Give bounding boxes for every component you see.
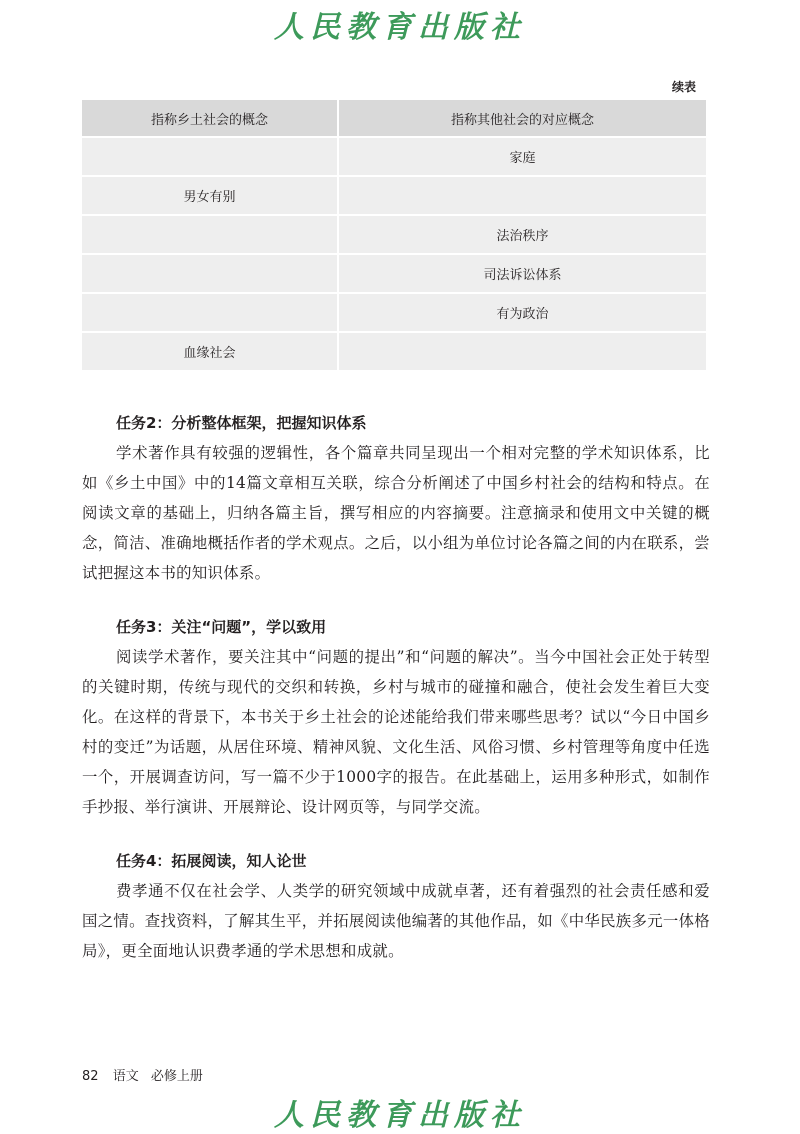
table-cell	[82, 215, 338, 254]
table-row	[82, 293, 707, 332]
task-title: 任务4：拓展阅读，知人论世	[116, 852, 307, 870]
table-cell: 司法诉讼体系	[338, 254, 707, 293]
table-cell: 法治秩序	[338, 215, 707, 254]
concept-table	[82, 100, 708, 372]
table-row	[82, 176, 707, 215]
task-list	[82, 408, 710, 990]
column-header: 指称其他社会的对应概念	[338, 100, 707, 137]
publisher-logo-bottom: 人民教育出版社	[274, 1098, 526, 1133]
column-header: 指称乡土社会的概念	[82, 100, 338, 137]
table-header-row	[82, 100, 707, 137]
book-title: 语文	[112, 1069, 139, 1084]
table-row	[82, 254, 707, 293]
table-cell	[82, 293, 338, 332]
continued-label: 续表	[671, 80, 696, 94]
table-cell	[82, 254, 338, 293]
table-cell: 有为政治	[338, 293, 707, 332]
table-cell: 血缘社会	[82, 332, 338, 371]
task-title: 任务3：关注“问题”，学以致用	[116, 618, 327, 636]
task-section	[82, 612, 710, 822]
table-cell	[338, 332, 707, 371]
task-section	[82, 408, 710, 588]
task-body: 学术著作具有较强的逻辑性，各个篇章共同呈现出一个相对完整的学术知识体系，比如《乡土中国》中的14篇文章相互关联，综合分析阐述了中国乡村社会的结构和特点。在阅读文章的基础上，归纳各篇主旨，撰写相应的内容摘要。注意摘录和使用文中关键的概念，简洁、准确地概括作者的学术观点。之后，以小组为单位讨论各篇之间的内在联系，尝试把握这本书的知识体系。	[82, 444, 710, 582]
table-row	[82, 215, 707, 254]
table-row	[82, 137, 707, 176]
table-cell	[338, 176, 707, 215]
publisher-logo-top: 人民教育出版社	[274, 10, 526, 45]
task-section	[82, 846, 710, 966]
task-title: 任务2：分析整体框架，把握知识体系	[116, 414, 367, 432]
table-row	[82, 332, 707, 371]
page-footer	[82, 1065, 203, 1084]
volume-title: 必修上册	[150, 1069, 203, 1084]
table-cell: 男女有别	[82, 176, 338, 215]
table-cell	[82, 137, 338, 176]
task-body: 阅读学术著作，要关注其中“问题的提出”和“问题的解决”。当今中国社会正处于转型的关键时期，传统与现代的交织和转换，乡村与城市的碰撞和融合，使社会发生着巨大变化。在这样的背景下，本书关于乡土社会的论述能给我们带来哪些思考？试以“今日中国乡村的变迁”为话题，从居住环境、精神风貌、文化生活、风俗习惯、乡村管理等角度中任选一个，开展调查访问，写一篇不少于1000字的报告。在此基础上，运用多种形式，如制作手抄报、举行演讲、开展辩论、设计网页等，与同学交流。	[82, 648, 710, 816]
page-number: 82	[82, 1069, 99, 1084]
task-body: 费孝通不仅在社会学、人类学的研究领域中成就卓著，还有着强烈的社会责任感和爱国之情。查找资料，了解其生平，并拓展阅读他编著的其他作品，如《中华民族多元一体格局》，更全面地认识费孝通的学术思想和成就。	[82, 882, 710, 960]
table-cell: 家庭	[338, 137, 707, 176]
